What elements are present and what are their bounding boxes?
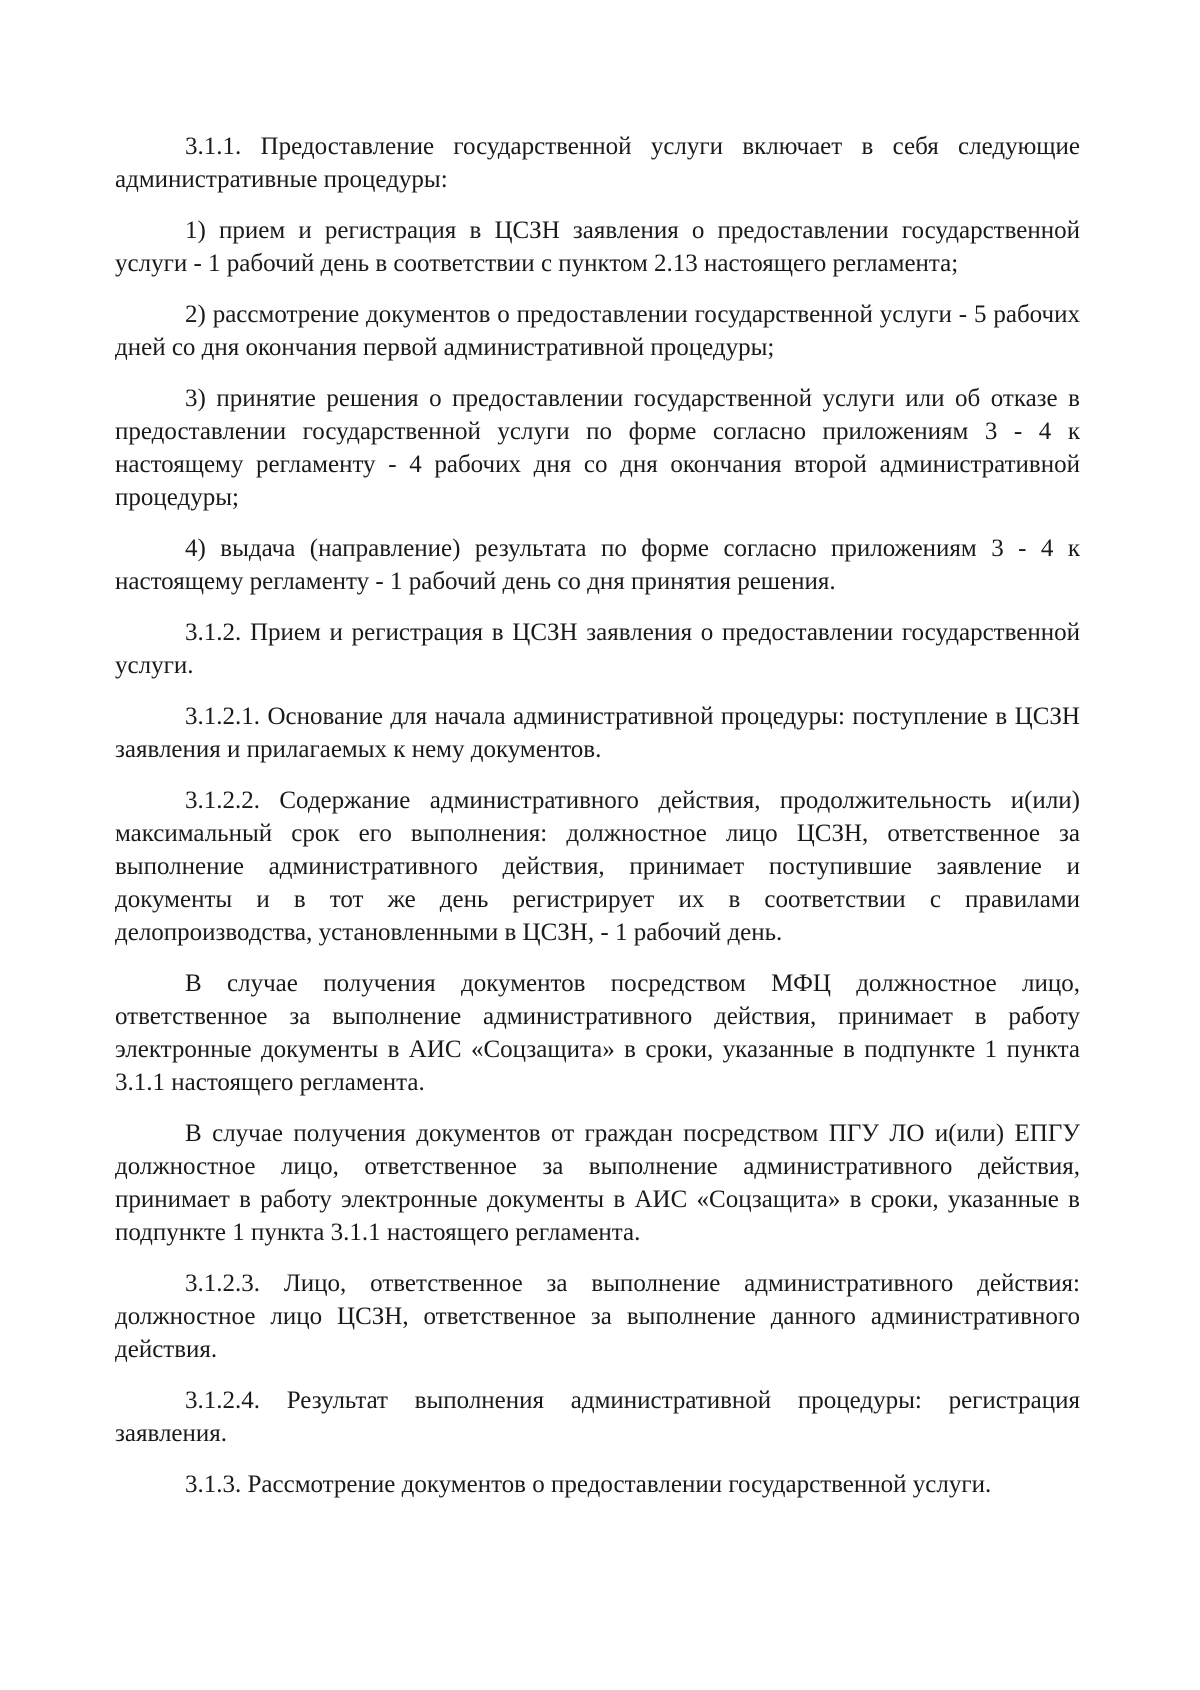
list-item-2: 2) рассмотрение документов о предоставлении государственной услуги - 5 рабочих дней со дня окончания первой административной процедуры; <box>115 301 1080 361</box>
paragraph-3-1-2-2: 3.1.2.2. Содержание административного действия, продолжительность и(или) максимальный срок его выполнения: должностное лицо ЦСЗН, ответственное за выполнение административного действия, принимает поступившие заявление и документы и в тот же день регистрирует их в соответствии с правилами делопроизводства, установленными в ЦСЗН, - 1 рабочий день. <box>115 787 1080 946</box>
paragraph-pgu-case: В случае получения документов от граждан посредством ПГУ ЛО и(или) ЕПГУ должностное лицо, ответственное за выполнение административного действия, принимает в работу электронные документы в АИС «Соцзащита» в сроки, указанные в подпункте 1 пункта 3.1.1 настоящего регламента. <box>115 1120 1080 1246</box>
document-page <box>115 130 1080 1519</box>
paragraph-3-1-3: 3.1.3. Рассмотрение документов о предоставлении государственной услуги. <box>185 1471 992 1498</box>
paragraph-3-1-2-3: 3.1.2.3. Лицо, ответственное за выполнение административного действия: должностное лицо ЦСЗН, ответственное за выполнение данного административного действия. <box>115 1270 1080 1363</box>
list-item-3: 3) принятие решения о предоставлении государственной услуги или об отказе в предоставлении государственной услуги по форме согласно приложениям 3 - 4 к настоящему регламенту - 4 рабочих дня со дня окончания второй административной процедуры; <box>115 385 1080 511</box>
paragraph-3-1-2-1: 3.1.2.1. Основание для начала административной процедуры: поступление в ЦСЗН заявления и прилагаемых к нему документов. <box>115 703 1080 763</box>
list-item-1: 1) прием и регистрация в ЦСЗН заявления о предоставлении государственной услуги - 1 рабочий день в соответствии с пунктом 2.13 настоящего регламента; <box>115 217 1080 277</box>
paragraph-3-1-2: 3.1.2. Прием и регистрация в ЦСЗН заявления о предоставлении государственной услуги. <box>115 619 1080 679</box>
paragraph-3-1-2-4: 3.1.2.4. Результат выполнения административной процедуры: регистрация заявления. <box>115 1387 1080 1447</box>
paragraph-mfc-case: В случае получения документов посредством МФЦ должностное лицо, ответственное за выполнение административного действия, принимает в работу электронные документы в АИС «Соцзащита» в сроки, указанные в подпункте 1 пункта 3.1.1 настоящего регламента. <box>115 970 1080 1096</box>
list-item-4: 4) выдача (направление) результата по форме согласно приложениям 3 - 4 к настоящему регламенту - 1 рабочий день со дня принятия решения. <box>115 535 1080 595</box>
paragraph-3-1-1: 3.1.1. Предоставление государственной услуги включает в себя следующие административные процедуры: <box>115 133 1080 193</box>
